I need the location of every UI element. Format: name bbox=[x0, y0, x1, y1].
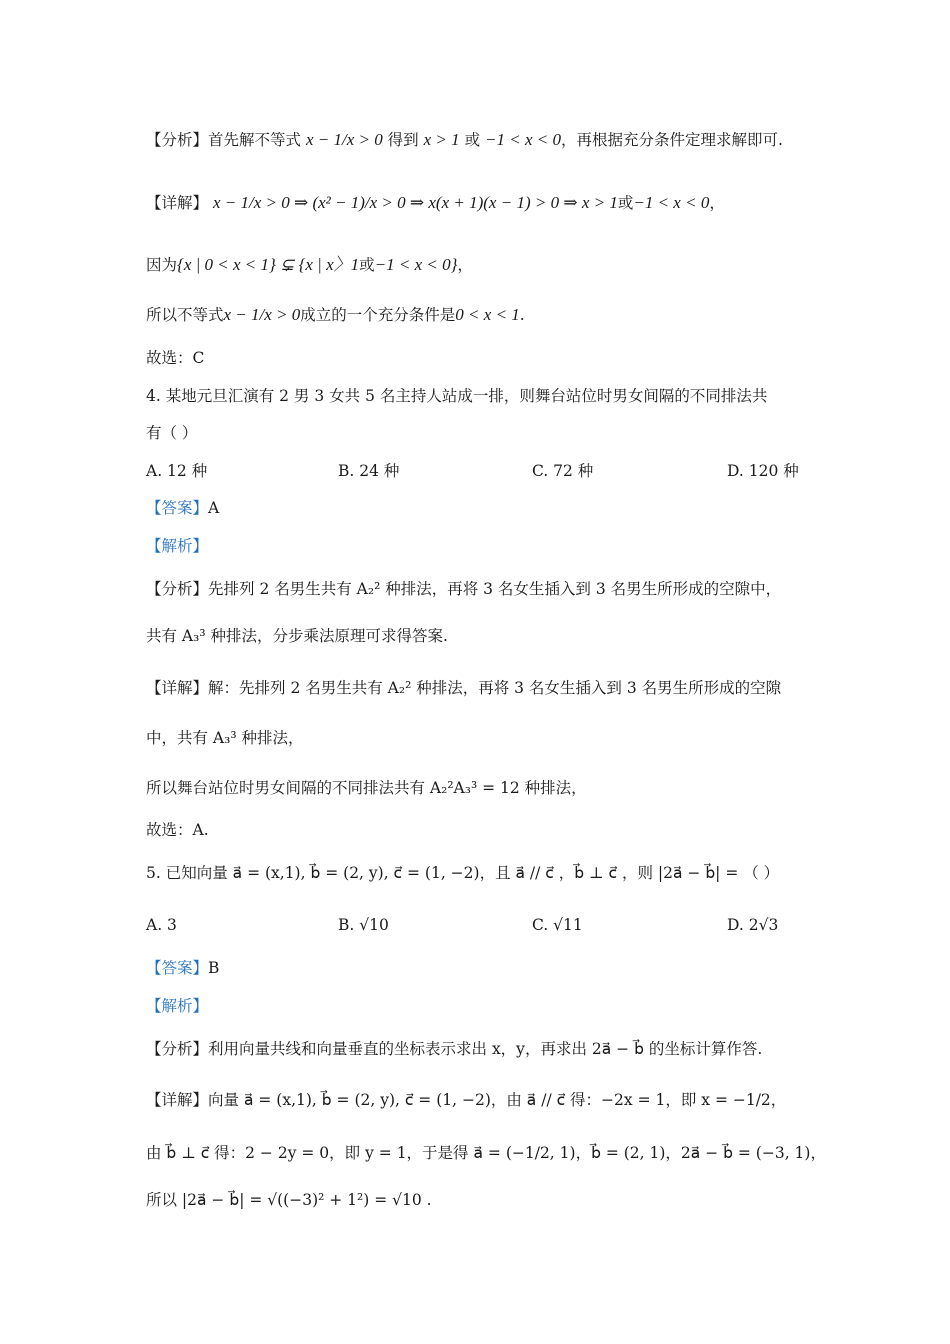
answer-value: B bbox=[208, 959, 220, 977]
answer-value: A bbox=[208, 499, 220, 517]
text: ， bbox=[457, 256, 473, 274]
text: 向量 a⃗ = (x,1), b⃗ = (2, y), c⃗ = (1, −2)，由 a⃗ // c⃗ 得：−2x = 1，即 x = −1/2， bbox=[208, 1091, 787, 1109]
analysis-line-1 bbox=[146, 130, 783, 150]
text: ，再根据充分条件定理求解即可. bbox=[561, 131, 783, 149]
text: 或 bbox=[359, 256, 375, 274]
q5-option-b: B. √10 bbox=[338, 916, 389, 934]
q4-detail-4: 故选：A. bbox=[146, 821, 209, 839]
answer-tag: 【答案】 bbox=[146, 499, 209, 517]
text: 解：先排列 2 名男生共有 A₂² 种排法，再将 3 名女生插入到 3 名男生所形成的空隙 bbox=[208, 679, 782, 697]
math: −1 < x < 0 bbox=[633, 193, 710, 212]
inequality: x − 1/x > 0 bbox=[305, 130, 383, 149]
q4-detail-2: 中，共有 A₃³ 种排法， bbox=[146, 729, 304, 747]
analysis-tag: 【分析】 bbox=[146, 580, 209, 598]
q5-option-a: A. 3 bbox=[146, 916, 177, 934]
math: −1 < x < 0} bbox=[374, 255, 458, 274]
text: 首先解不等式 bbox=[208, 131, 302, 149]
math: x − 1/x > 0 ⇒ (x² − 1)/x > 0 ⇒ x(x + 1)(x − 1) > 0 ⇒ x > 1 bbox=[212, 193, 618, 212]
q5-option-d: D. 2√3 bbox=[727, 916, 779, 934]
math: x − 1/x > 0 bbox=[223, 305, 301, 324]
detail-line-1 bbox=[146, 193, 725, 213]
q4-analysis-2: 共有 A₃³ 种排法，分步乘法原理可求得答案. bbox=[146, 627, 448, 645]
q5-analysis bbox=[146, 1039, 762, 1059]
q4-detail-3: 所以舞台站位时男女间隔的不同排法共有 A₂²A₃³ = 12 种排法， bbox=[146, 779, 587, 797]
choice-line: 故选：C bbox=[146, 349, 205, 367]
text: 或 bbox=[617, 194, 634, 212]
so-line bbox=[146, 305, 525, 325]
q5-detail-2: 由 b⃗ ⊥ c⃗ 得：2 − 2y = 0，即 y = 1，于是得 a⃗ = (−1/2, 1)，b⃗ = (2, 1)，2a⃗ − b⃗ = (−3, 1)， bbox=[146, 1144, 826, 1162]
q5-jiexi bbox=[146, 996, 208, 1016]
q4-answer bbox=[146, 498, 219, 518]
text: 或 bbox=[464, 131, 481, 149]
math: 0 < x < 1 bbox=[455, 305, 520, 324]
text: 先排列 2 名男生共有 A₂² 种排法，再将 3 名女生插入到 3 名男生所形成的空隙中， bbox=[208, 580, 782, 598]
text: 得到 bbox=[387, 131, 419, 149]
q4-jiexi bbox=[146, 536, 208, 556]
q4-analysis-1 bbox=[146, 579, 781, 599]
q4-option-a: A. 12 种 bbox=[146, 462, 208, 480]
q4-stem-line-1: 4. 某地元旦汇演有 2 男 3 女共 5 名主持人站成一排，则舞台站位时男女间隔的不同排法共 bbox=[146, 387, 768, 405]
analysis-tag: 【分析】 bbox=[146, 131, 209, 149]
detail-tag: 【详解】 bbox=[146, 679, 209, 697]
text: 利用向量共线和向量垂直的坐标表示求出 x，y，再求出 2a⃗ − b⃗ 的坐标计算作答. bbox=[208, 1040, 763, 1058]
answer-tag: 【答案】 bbox=[146, 959, 209, 977]
detail-tag: 【详解】 bbox=[146, 194, 209, 212]
q5-answer bbox=[146, 958, 219, 978]
q4-option-d: D. 120 种 bbox=[727, 462, 799, 480]
text: 所以不等式 bbox=[146, 306, 224, 324]
q5-detail-3: 所以 |2a⃗ − b⃗| = √((−3)² + 1²) = √10 . bbox=[146, 1191, 432, 1209]
math: {x | 0 < x < 1} ⊊ {x | x〉1 bbox=[177, 255, 360, 274]
math: x > 1 bbox=[423, 130, 460, 149]
because-line bbox=[146, 255, 473, 275]
jiexi-tag: 【解析】 bbox=[146, 997, 209, 1015]
jiexi-tag: 【解析】 bbox=[146, 537, 209, 555]
text: . bbox=[519, 306, 525, 324]
q4-option-b: B. 24 种 bbox=[338, 462, 400, 480]
text: ， bbox=[709, 194, 725, 212]
q5-detail-1 bbox=[146, 1090, 786, 1110]
q5-option-c: C. √11 bbox=[532, 916, 583, 934]
text: 成立的一个充分条件是 bbox=[300, 306, 456, 324]
math: −1 < x < 0 bbox=[485, 130, 562, 149]
detail-tag: 【详解】 bbox=[146, 1091, 209, 1109]
q4-option-c: C. 72 种 bbox=[532, 462, 594, 480]
q5-stem: 5. 已知向量 a⃗ = (x,1), b⃗ = (2, y), c⃗ = (1, −2)，且 a⃗ // c⃗ ，b⃗ ⊥ c⃗ ，则 |2a⃗ − b⃗| = （ ） bbox=[146, 864, 780, 882]
q4-stem-line-2: 有（ ） bbox=[146, 424, 198, 442]
analysis-tag: 【分析】 bbox=[146, 1040, 209, 1058]
text: 因为 bbox=[146, 256, 178, 274]
q4-detail-1 bbox=[146, 678, 781, 698]
